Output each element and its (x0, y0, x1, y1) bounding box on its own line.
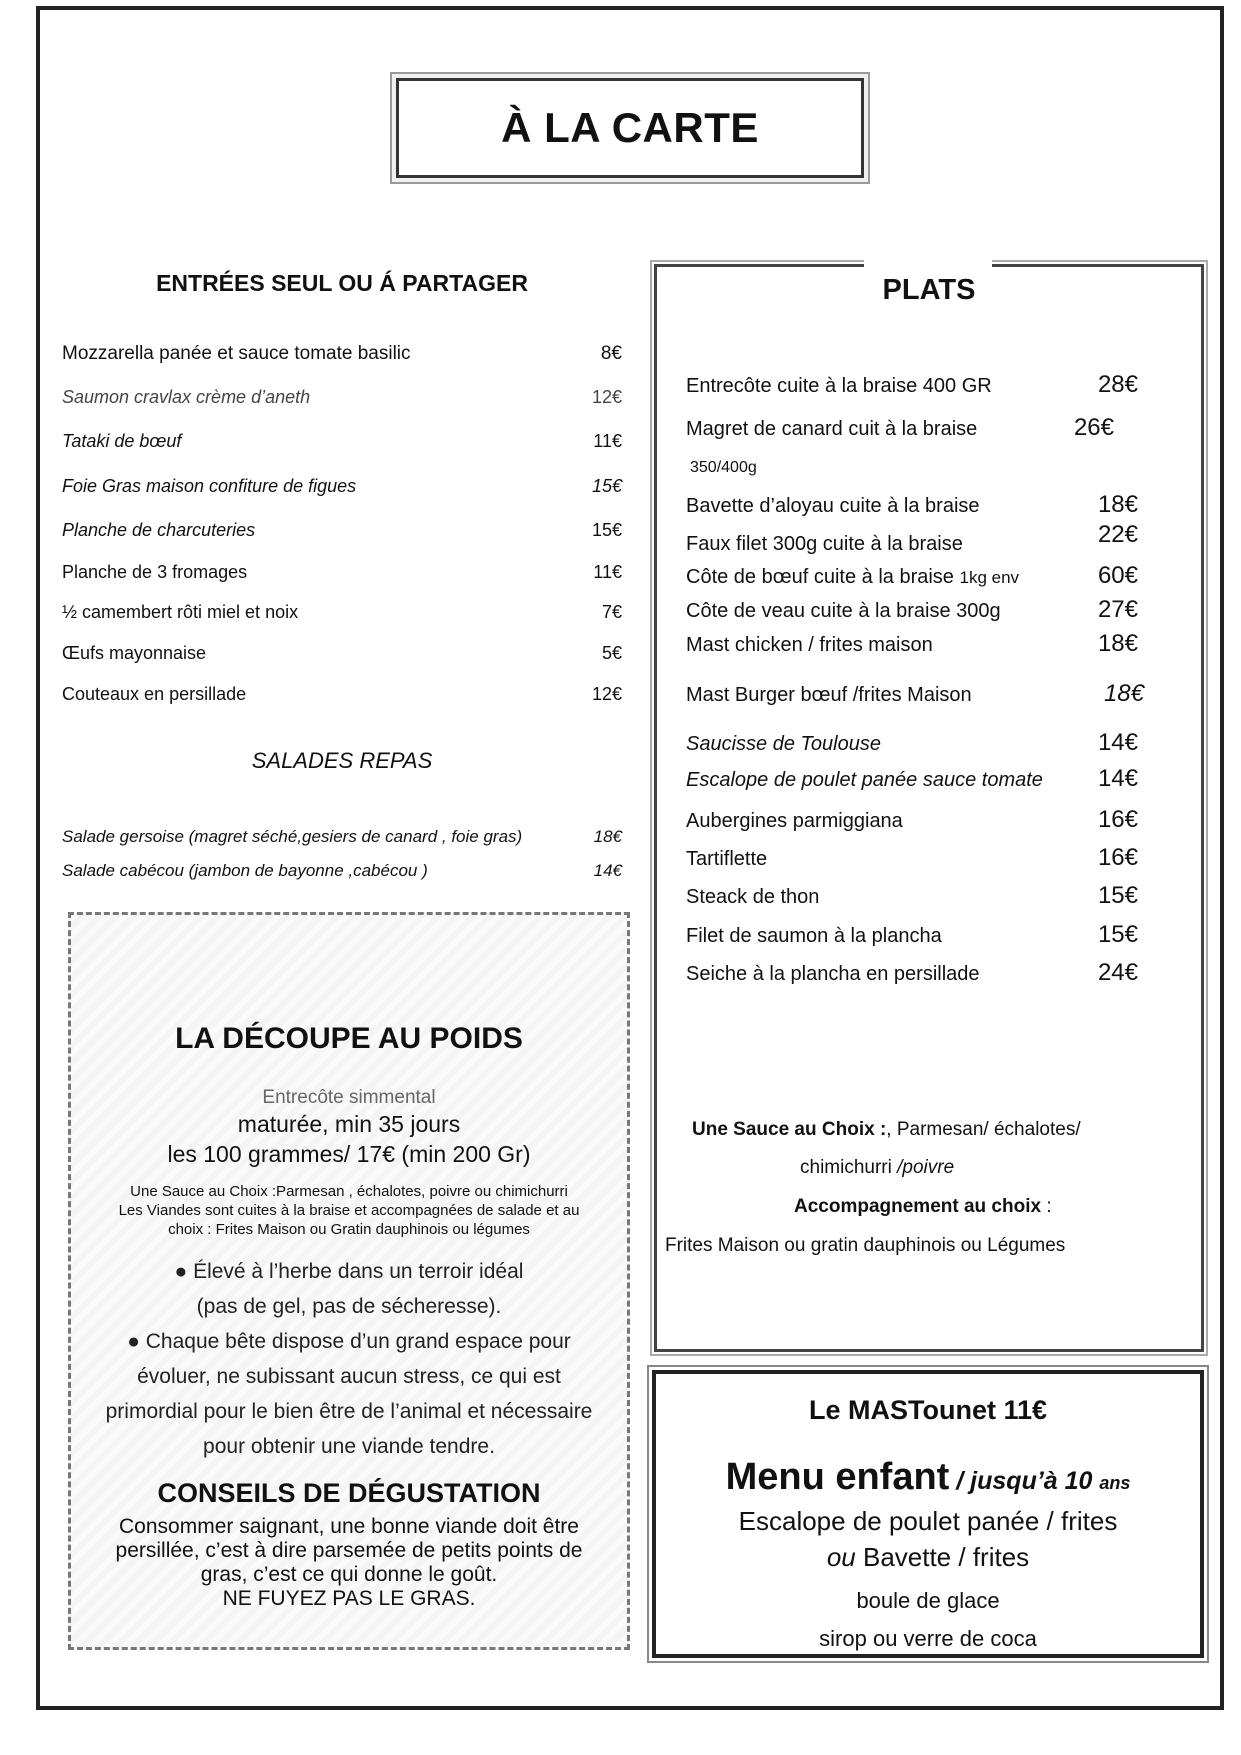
salades-heading: SALADES REPAS (251, 748, 433, 773)
conseils-heading: CONSEILS DE DÉGUSTATION (157, 1478, 541, 1508)
salade-item: Salade cabécou (jambon de bayonne ,cabécou ) 14€ (62, 861, 622, 880)
entree-item: Planche de 3 fromages 11€ (62, 562, 622, 582)
entree-item: Saumon cravlax crème d’aneth 12€ (62, 387, 622, 407)
plats-accomp-label: Accompagnement au choix : (794, 1196, 1052, 1217)
decoupe-description: ● Élevé à l’herbe dans un terroir idéal (pas de gel, pas de sécheresse). ● Chaque bête dispose d’un grand espace pour évoluer, ne subissant aucun stress, ce qui est primordial pour le bien être de l’animal et nécessaire pour obtenir une viande tendre. (105, 1260, 593, 1458)
kids-menu-line: ou Bavette / frites (826, 1542, 1030, 1572)
entree-item: Foie Gras maison confiture de figues 15€ (62, 476, 622, 496)
plats-sauce-line-2: chimichurri /poivre (800, 1157, 955, 1178)
plat-item: Entrecôte cuite à la braise 400 GR 28€ (686, 371, 1138, 398)
plat-item: Steack de thon 15€ (686, 882, 1138, 909)
plat-item: Filet de saumon à la plancha 15€ (686, 921, 1138, 948)
conseils-text: Consommer saignant, une bonne viande doit être persillée, c’est à dire parsemée de petits points de gras, c’est ce qui donne le goût. NE FUYEZ PAS LE GRAS. (115, 1515, 583, 1610)
decoupe-line: maturée, min 35 jours (237, 1111, 461, 1137)
entree-item: Tataki de bœuf 11€ (62, 431, 622, 451)
plat-item: Saucisse de Toulouse 14€ (686, 729, 1138, 756)
plat-item: Côte de veau cuite à la braise 300g 27€ (686, 596, 1138, 623)
entree-item: Mozzarella panée et sauce tomate basilic 8€ (62, 343, 622, 364)
plat-item: Mast chicken / frites maison 18€ (686, 630, 1138, 657)
plat-item: Bavette d’aloyau cuite à la braise 18€ (686, 491, 1138, 518)
plats-heading-gap (864, 256, 992, 274)
plats-accomp-text: Frites Maison ou gratin dauphinois ou Légumes (665, 1235, 1066, 1256)
page-title: À LA CARTE (396, 78, 864, 178)
plat-item: Aubergines parmiggiana 16€ (686, 806, 1138, 833)
plats-heading: PLATS (882, 274, 976, 306)
kids-menu-line: Escalope de poulet panée / frites (738, 1506, 1118, 1536)
plat-item: Tartiflette 16€ (686, 844, 1138, 871)
plat-item: Seiche à la plancha en persillade 24€ (686, 959, 1138, 986)
plat-item: Faux filet 300g cuite à la braise 22€ (686, 521, 1138, 555)
entree-item: ½ camembert rôti miel et noix 7€ (62, 602, 622, 622)
entree-item: Œufs mayonnaise 5€ (62, 643, 622, 663)
entree-item: Couteaux en persillade 12€ (62, 684, 622, 704)
plats-sauce-line: Une Sauce au Choix :, Parmesan/ échalotes/ (692, 1119, 1081, 1140)
decoupe-price-line: les 100 grammes/ 17€ (min 200 Gr) (167, 1141, 531, 1167)
entrees-heading: ENTRÉES SEUL OU Á PARTAGER (156, 270, 528, 296)
mastounet-heading: Le MASTounet 11€ (808, 1395, 1048, 1425)
plat-item: Côte de bœuf cuite à la braise 1kg env 60€ (686, 562, 1138, 589)
plat-item-subtext: 350/400g (690, 459, 757, 476)
decoupe-line: Entrecôte simmental (262, 1087, 436, 1108)
kids-menu-line: sirop ou verre de coca (819, 1626, 1037, 1651)
plat-item: Magret de canard cuit à la braise 26€ (686, 414, 1114, 441)
decoupe-heading: LA DÉCOUPE AU POIDS (175, 1022, 523, 1055)
kids-menu-title: Menu enfant / jusqu’à 10 ans (725, 1456, 1131, 1498)
entree-item: Planche de charcuteries 15€ (62, 520, 622, 540)
kids-menu-line: boule de glace (856, 1588, 1000, 1613)
decoupe-small-text: Une Sauce au Choix :Parmesan , échalotes, poivre ou chimichurri Les Viandes sont cuites à la braise et accompagnées de salade et au choix : Frites Maison ou Gratin dauphinois ou légumes (118, 1183, 580, 1238)
plat-item: Mast Burger bœuf /frites Maison 18€ (686, 680, 1144, 707)
plat-item: Escalope de poulet panée sauce tomate 14€ (686, 765, 1138, 792)
salade-item: Salade gersoise (magret séché,gesiers de canard , foie gras) 18€ (62, 827, 622, 846)
